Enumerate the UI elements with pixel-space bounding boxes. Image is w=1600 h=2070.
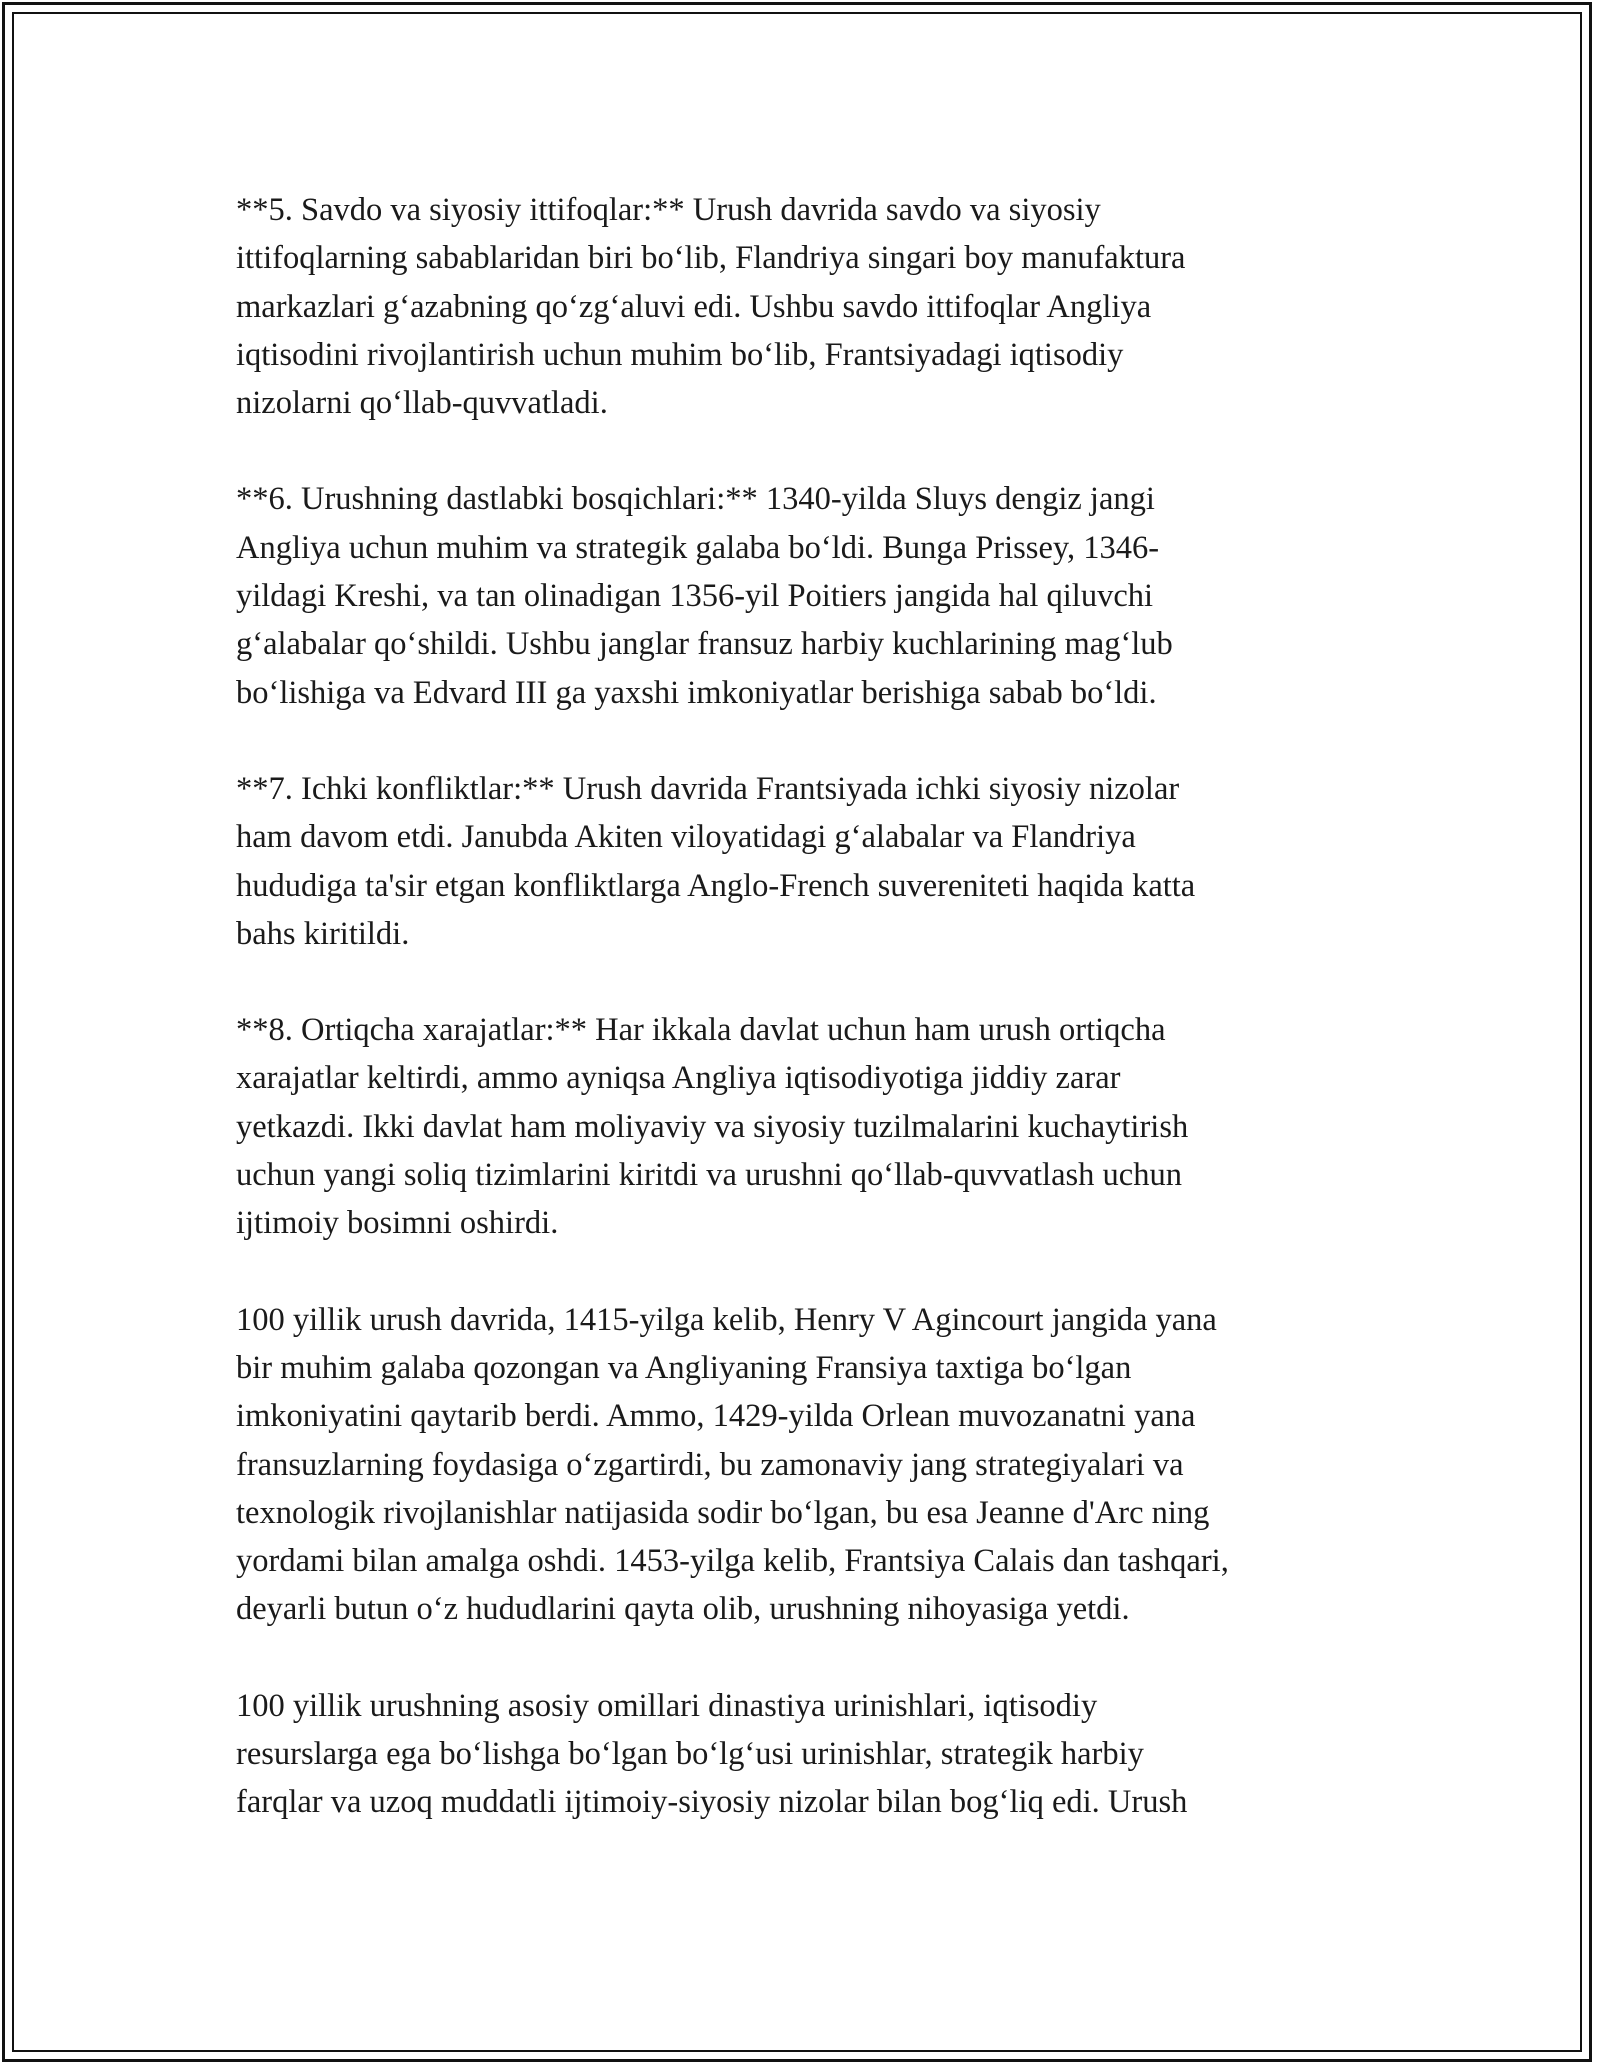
paragraph-asosiy-omillar [236, 1682, 1376, 1827]
text-line: farqlar va uzoq muddatli ijtimoiy-siyosiy nizolar bilan bogʻliq edi. Urush [236, 1784, 1188, 1821]
paragraph-urush-davrida [236, 1296, 1376, 1634]
document-body [236, 186, 1376, 1875]
text-line: bahs kiritildi. [236, 915, 410, 952]
text-line: fransuzlarning foydasiga oʻzgartirdi, bu zamonaviy jang strategiyalari va [236, 1446, 1184, 1483]
text-line: boʻlishiga va Edvard III ga yaxshi imkoniyatlar berishiga sabab boʻldi. [236, 674, 1157, 711]
text-line: imkoniyatini qaytarib berdi. Ammo, 1429-yilda Orlean muvozanatni yana [236, 1398, 1196, 1435]
text-line: ittifoqlarning sabablaridan biri boʻlib, Flandriya singari boy manufaktura [236, 240, 1186, 277]
text-line: 100 yillik urushning asosiy omillari dinastiya urinishlari, iqtisodiy [236, 1687, 1098, 1724]
text-line: Angliya uchun muhim va strategik galaba boʻldi. Bunga Prissey, 1346- [236, 529, 1160, 566]
text-line: ham davom etdi. Janubda Akiten viloyatidagi gʻalabalar va Flandriya [236, 819, 1136, 856]
paragraph-ortiqcha-xarajatlar [236, 1006, 1376, 1247]
paragraph-ichki-konfliktlar [236, 765, 1376, 958]
text-line: uchun yangi soliq tizimlarini kiritdi va urushni qoʻllab-quvvatlash uchun [236, 1157, 1182, 1194]
text-line: ijtimoiy bosimni oshirdi. [236, 1205, 559, 1242]
text-line: yildagi Kreshi, va tan olinadigan 1356-yil Poitiers jangida hal qiluvchi [236, 578, 1154, 615]
paragraph-dastlabki-bosqichlar [236, 475, 1376, 716]
text-line: yetkazdi. Ikki davlat ham moliyaviy va siyosiy tuzilmalarini kuchaytirish [236, 1108, 1189, 1145]
text-line: yordami bilan amalga oshdi. 1453-yilga kelib, Frantsiya Calais dan tashqari, [236, 1543, 1229, 1580]
text-line: **8. Ortiqcha xarajatlar:** Har ikkala davlat uchun ham urush ortiqcha [236, 1012, 1166, 1049]
text-line: **7. Ichki konfliktlar:** Urush davrida Frantsiyada ichki siyosiy nizolar [236, 770, 1180, 807]
text-line: nizolarni qoʻllab-quvvatladi. [236, 385, 608, 422]
text-line: 100 yillik urush davrida, 1415-yilga kelib, Henry V Agincourt jangida yana [236, 1301, 1217, 1338]
text-line: resurslarga ega boʻlishga boʻlgan boʻlgʻusi urinishlar, strategik harbiy [236, 1736, 1144, 1773]
text-line: **5. Savdo va siyosiy ittifoqlar:** Urush davrida savdo va siyosiy [236, 192, 1101, 228]
text-line: deyarli butun oʻz hududlarini qayta olib, urushning nihoyasiga yetdi. [236, 1591, 1130, 1628]
text-line: iqtisodini rivojlantirish uchun muhim boʻlib, Frantsiyadagi iqtisodiy [236, 336, 1124, 373]
text-line: texnologik rivojlanishlar natijasida sodir boʻlgan, bu esa Jeanne d'Arc ning [236, 1494, 1210, 1531]
text-line: **6. Urushning dastlabki bosqichlari:** 1340-yilda Sluys dengiz jangi [236, 481, 1155, 518]
text-line: gʻalabalar qoʻshildi. Ushbu janglar fransuz harbiy kuchlarining magʻlub [236, 626, 1173, 663]
text-line: bir muhim galaba qozongan va Angliyaning Fransiya taxtiga boʻlgan [236, 1349, 1132, 1386]
paragraph-savdo-ittifoqlar [236, 186, 1376, 427]
text-line: hududiga ta'sir etgan konfliktlarga Anglo-French suvereniteti haqida katta [236, 867, 1196, 904]
text-line: markazlari gʻazabning qoʻzgʻaluvi edi. Ushbu savdo ittifoqlar Angliya [236, 288, 1152, 325]
text-line: xarajatlar keltirdi, ammo ayniqsa Angliya iqtisodiyotiga jiddiy zarar [236, 1060, 1121, 1097]
